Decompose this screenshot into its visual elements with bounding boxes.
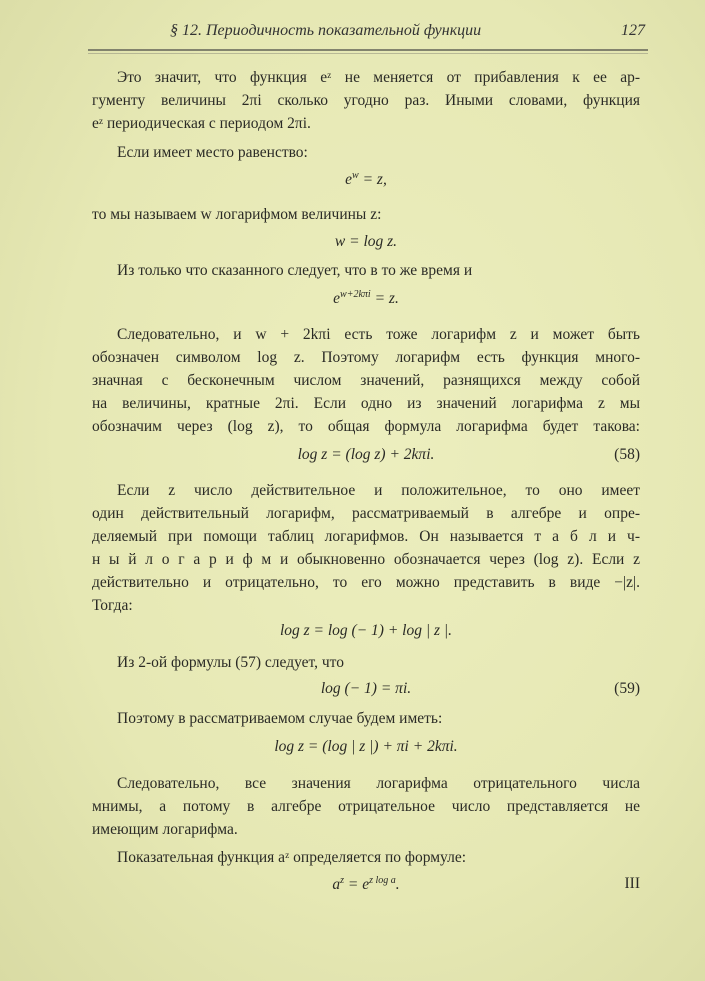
running-header xyxy=(170,22,645,40)
eq-text: log z = (log z) + 2kπi. xyxy=(297,446,435,463)
header-title: § 12. Периодичность показательной функции xyxy=(170,22,482,39)
header-rule xyxy=(88,49,648,51)
equation-exp-period xyxy=(92,289,640,308)
text-line: мнимы, а потому в алгебре отрицательное число представляется не xyxy=(92,798,640,815)
text-line: действительно и отрицательно, то его можно представить в виде −|z|. xyxy=(92,574,640,591)
eq-text: w = log z. xyxy=(334,233,398,250)
text-line: н ы й л о г а р и ф м и обыкновенно обозначается через (log z). Если z xyxy=(92,551,640,568)
text-line: то мы называем w логарифмом величины z: xyxy=(92,206,382,223)
equation-III xyxy=(92,875,640,894)
paragraph-follows xyxy=(92,259,640,282)
eq-mid: = e xyxy=(344,876,370,894)
text-line: обозначим через (log z), то общая формула логарифма будет такова: xyxy=(92,418,640,435)
text-line: Это значит, что функция eᶻ не меняется от прибавления к ее ар- xyxy=(117,69,640,86)
text-line: на величины, кратные 2πi. Если одно из значений логарифма z мы xyxy=(92,395,640,412)
equation-58 xyxy=(92,446,640,464)
equation-exp-w xyxy=(92,170,640,189)
eq-sup: w xyxy=(352,170,359,181)
text-line: имеющим логарифма. xyxy=(92,821,238,838)
paragraph-exponential xyxy=(92,846,640,869)
paragraph-periodicity xyxy=(92,66,640,135)
paragraph-log-def xyxy=(92,203,640,226)
paragraph-imaginary xyxy=(92,772,640,841)
text-line: значная с бесконечным числом значений, разнящихся между собой xyxy=(92,372,640,389)
text-line: деляемый при помощи таблиц логарифмов. Он называется т а б л и ч- xyxy=(92,528,640,545)
paragraph-multivalued xyxy=(92,323,640,438)
paragraph-therefore xyxy=(92,707,640,730)
text-line: Следовательно, и w + 2kπi есть тоже логарифм z и может быть xyxy=(117,326,640,343)
eq-rest: = z. xyxy=(370,290,399,308)
eq-rest: = z, xyxy=(358,171,387,189)
text-line: Если имеет место равенство: xyxy=(117,144,308,161)
text-line: Если z число действительное и положительное, то оно имеет xyxy=(117,482,640,499)
equation-number: (59) xyxy=(614,680,640,697)
eq-sup: z log a xyxy=(369,875,396,886)
equation-log-negative xyxy=(92,622,640,640)
equation-59 xyxy=(92,680,640,698)
text-line: Из 2-ой формулы (57) следует, что xyxy=(117,654,345,671)
eq-base: e xyxy=(345,171,353,189)
text-line: один действительный логарифм, рассматриваемый в алгебре и опре- xyxy=(92,505,640,522)
text-line: обозначен символом log z. Поэтому логарифм есть функция много- xyxy=(92,349,640,366)
text-line: Из только что сказанного следует, что в то же время и xyxy=(117,262,473,279)
eq-sup: w+2kπi xyxy=(340,289,371,300)
equation-log-general xyxy=(92,738,640,756)
text-line: Поэтому в рассматриваемом случае будем иметь: xyxy=(117,710,443,727)
text-line: eᶻ периодическая с периодом 2πi. xyxy=(92,115,311,132)
equation-number: III xyxy=(624,875,640,892)
header-rule-thin xyxy=(88,53,648,54)
text-line: гументу величины 2πi сколько угодно раз. Иными словами, функция xyxy=(92,92,640,109)
eq-sup: z xyxy=(340,875,344,886)
eq-text: log (− 1) = πi. xyxy=(320,680,412,697)
eq-base: e xyxy=(333,290,341,308)
paragraph-real-log xyxy=(92,479,640,617)
equation-number: (58) xyxy=(614,446,640,463)
text-line: Следовательно, все значения логарифма отрицательного числа xyxy=(117,775,640,792)
eq-text: log z = log (− 1) + log | z |. xyxy=(279,622,453,639)
eq-rest: . xyxy=(395,876,400,894)
eq-text: log z = (log | z |) + πi + 2kπi. xyxy=(274,738,458,755)
paragraph-equality xyxy=(92,141,640,164)
equation-w-log xyxy=(92,233,640,251)
page-number: 127 xyxy=(621,22,645,39)
text-line: Тогда: xyxy=(92,597,133,614)
paragraph-formula-57 xyxy=(92,651,640,674)
text-line: Показательная функция aᶻ определяется по формуле: xyxy=(117,849,467,866)
eq-base: a xyxy=(332,876,341,894)
